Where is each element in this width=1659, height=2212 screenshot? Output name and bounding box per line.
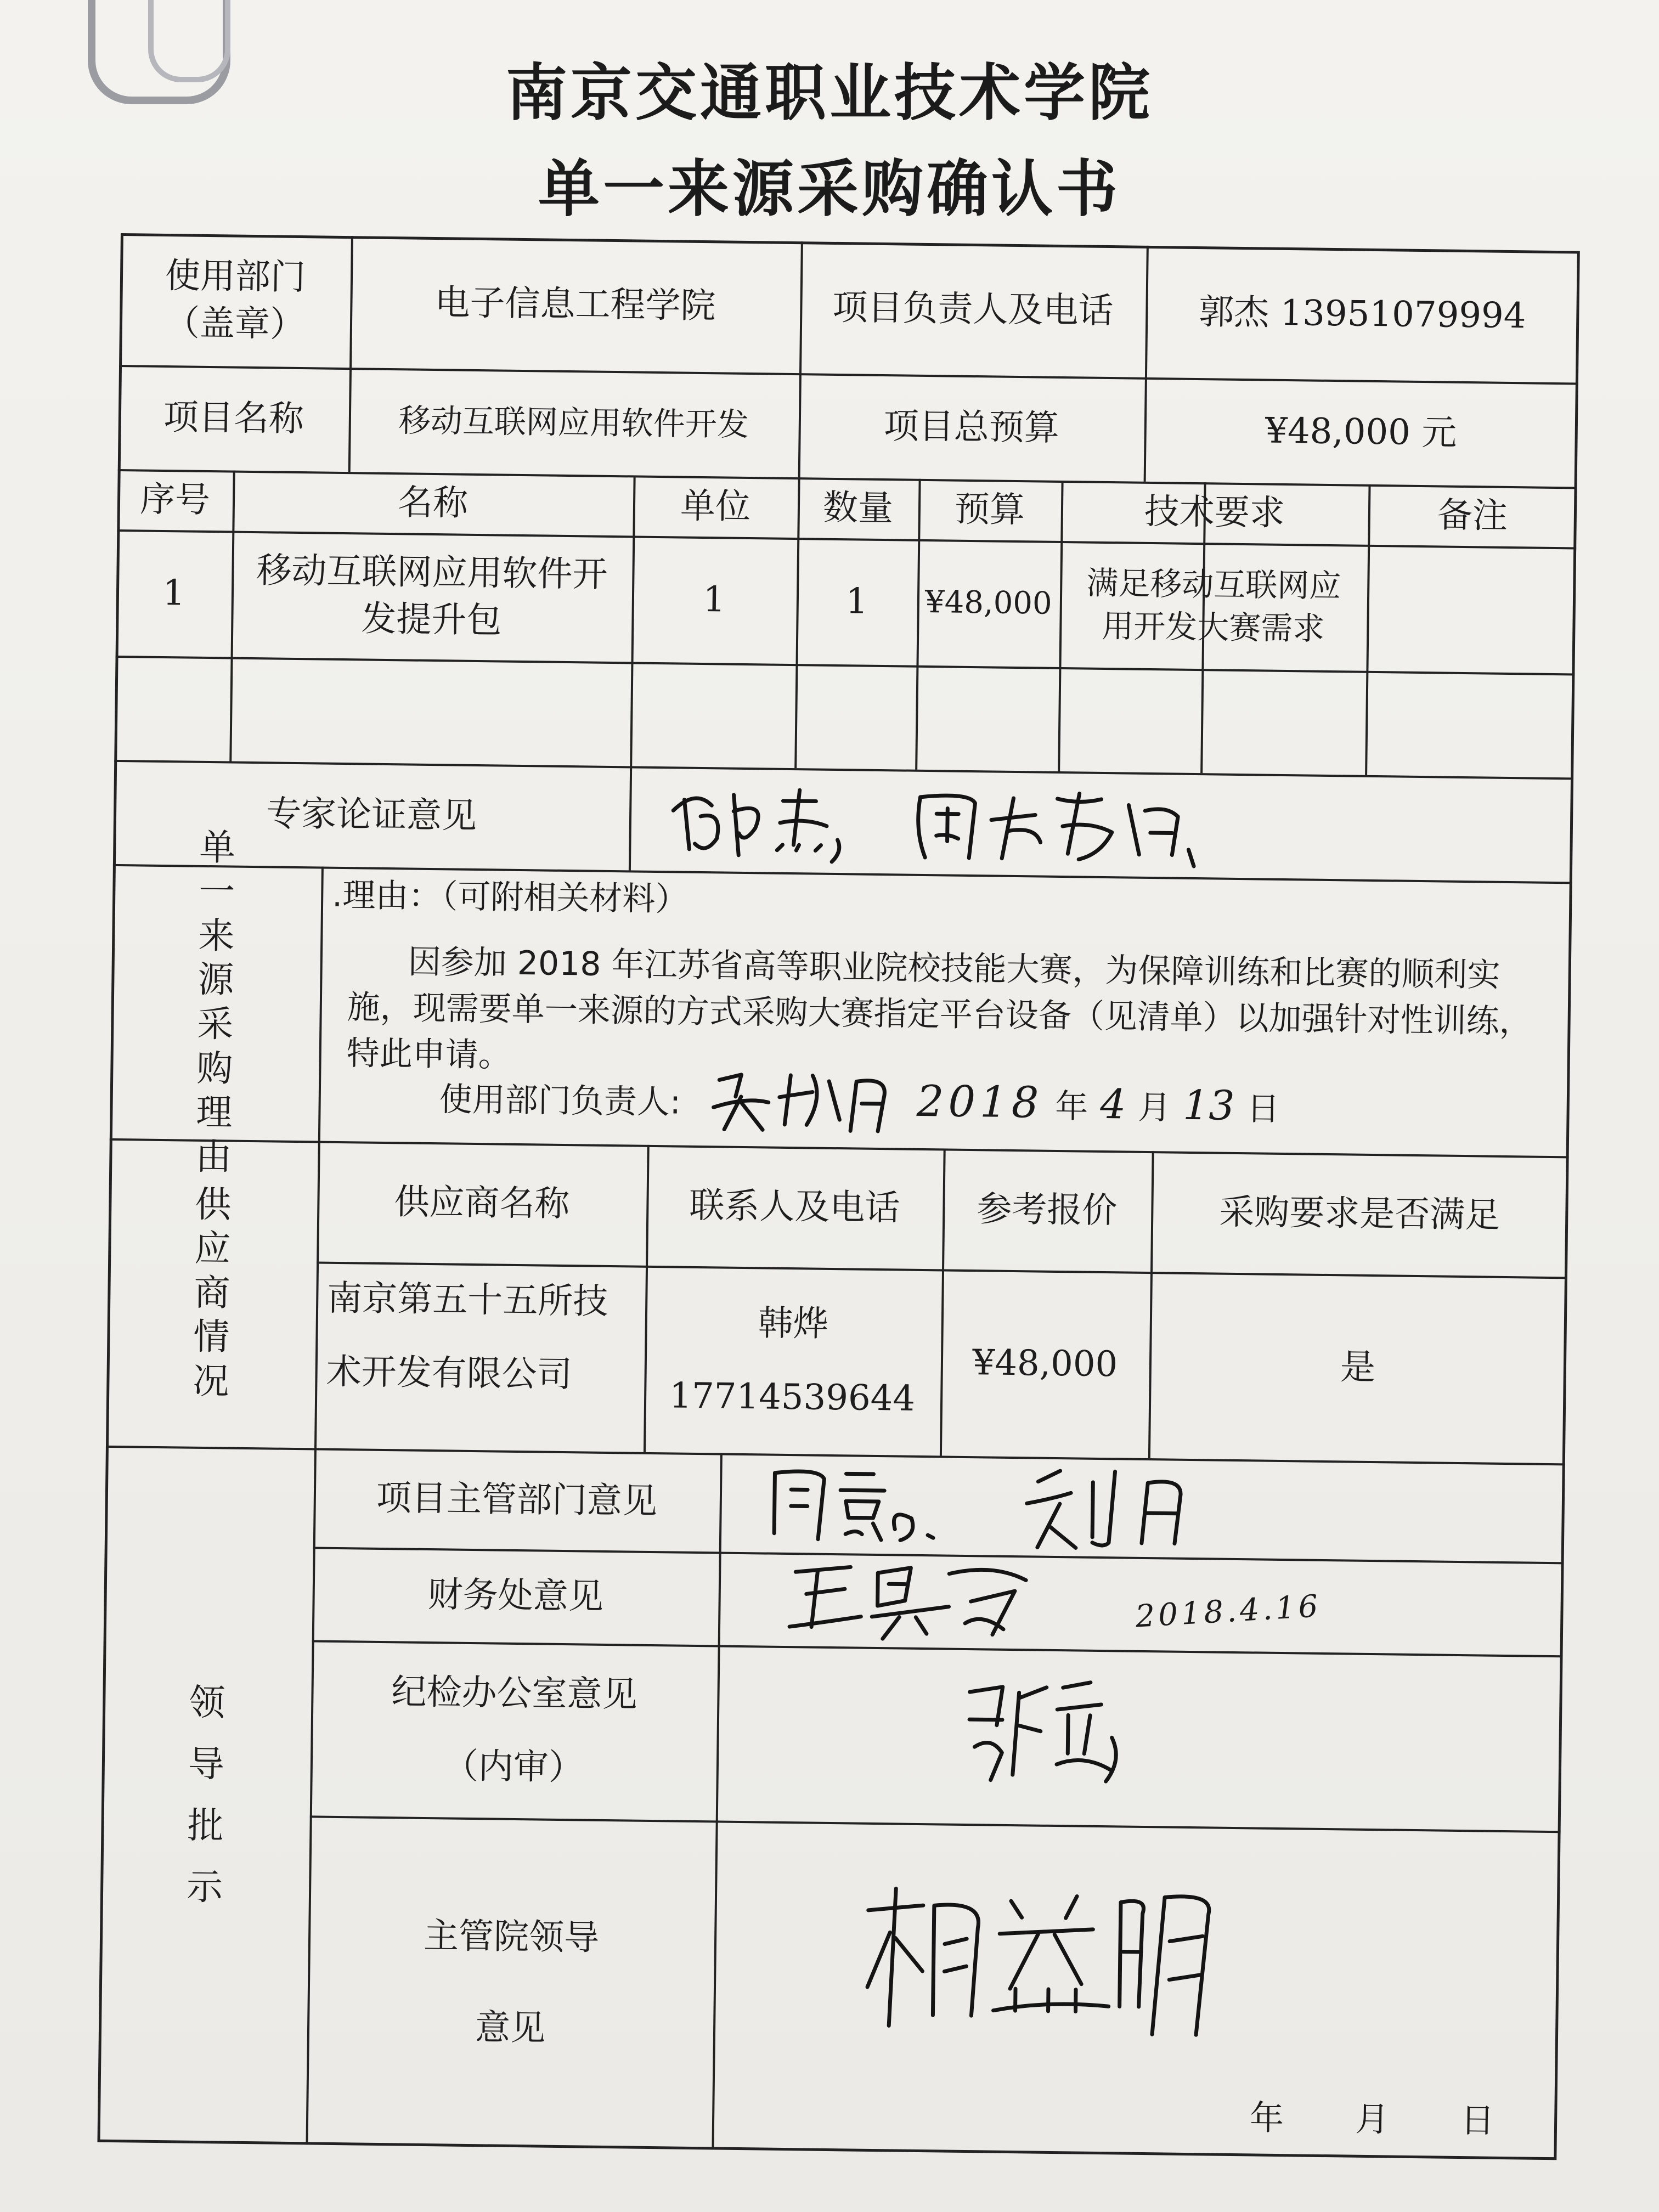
leader-label: 主管院领导 意见 [423,1915,600,2049]
item-name: 移动互联网应用软件开发提升包 [256,550,608,641]
reason-side-label: 单 一 来 源 采 购 理 由 [195,826,236,1178]
reason-sign-label: 使用部门负责人: [439,1080,681,1122]
approval-side-label: 领 导 批 示 [186,1681,225,1909]
supplier-header-contact: 联系人及电话 [689,1185,900,1229]
supplier-side-label: 供 应 商 情 况 [192,1183,232,1403]
supplier-contact: 韩烨 17714539644 [669,1302,916,1419]
document-title: 南京交通职业技术学院 [506,58,1153,129]
item-requirement: 满足移动互联网应用开发大赛需求 [1086,564,1341,647]
finance-date: 2018.4.16 [1134,1588,1323,1635]
col-header-qty: 数量 [822,487,894,529]
document-subtitle: 单一来源采购确认书 [538,154,1121,225]
owner-value: 郭杰 13951079994 [1198,291,1526,337]
supplier-price: ¥48,000 [972,1342,1118,1385]
supplier-header-satisfies: 采购要求是否满足 [1218,1192,1500,1236]
project-value: 移动互联网应用软件开发 [398,402,749,443]
item-no: 1 [162,572,185,614]
discipline-label: 纪检办公室意见 （内审） [391,1671,637,1788]
expert-signature [662,777,1376,874]
supplier-header-price: 参考报价 [976,1188,1118,1232]
item-budget: ¥48,000 [924,584,1053,622]
item-qty: 1 [845,580,868,622]
reason-date-year: 2018 [916,1076,1043,1128]
supplier-satisfies: 是 [1340,1347,1376,1388]
dept-label: 使用部门 （盖章） [164,255,306,346]
reason-text: 因参加 2018 年江苏省高等职业院校技能大赛，为保障训练和比赛的顺利实施，现需要单一来源的方式采购大赛指定平台设备（见清单）以加强针对性训练，特此申请。 [346,943,1533,1075]
col-header-requirement: 技术要求 [1144,491,1285,534]
supplier-name: 南京第五十五所技 术开发有限公司 [326,1278,608,1396]
col-header-name: 名称 [397,482,469,524]
leader-date: 年 月 日 [1249,2097,1495,2141]
reason-heading: .理由：（可附相关材料） [331,876,689,919]
leader-signature [856,1877,1253,2047]
item-unit: 1 [703,579,726,620]
finance-label: 财务处意见 [427,1574,604,1617]
dept-opinion-label: 项目主管部门意见 [376,1477,658,1522]
discipline-signature [957,1670,1135,1793]
project-label: 项目名称 [163,397,304,439]
owner-label: 项目负责人及电话 [832,287,1114,331]
col-header-note: 备注 [1437,495,1508,537]
expert-label: 专家论证意见 [266,793,477,837]
reason-date-month: 4 [1099,1080,1126,1128]
dept-value: 电子信息工程学院 [435,282,716,327]
col-header-unit: 单位 [680,486,751,527]
budget-label: 项目总预算 [883,405,1060,449]
reason-date-day: 13 [1182,1081,1235,1130]
dept-opinion-signature [763,1456,1313,1556]
reason-date: 2018 年 4 月 13 日 [916,1076,1280,1130]
confirmation-form [97,233,1579,2160]
col-header-budget: 预算 [954,489,1025,531]
item-note [1366,545,1576,674]
supplier-header-name: 供应商名称 [394,1182,570,1224]
budget-value: ¥48,000 元 [1265,410,1457,454]
finance-signature [784,1555,1092,1652]
col-header-no: 序号 [139,479,211,521]
reason-signer [702,1063,901,1137]
